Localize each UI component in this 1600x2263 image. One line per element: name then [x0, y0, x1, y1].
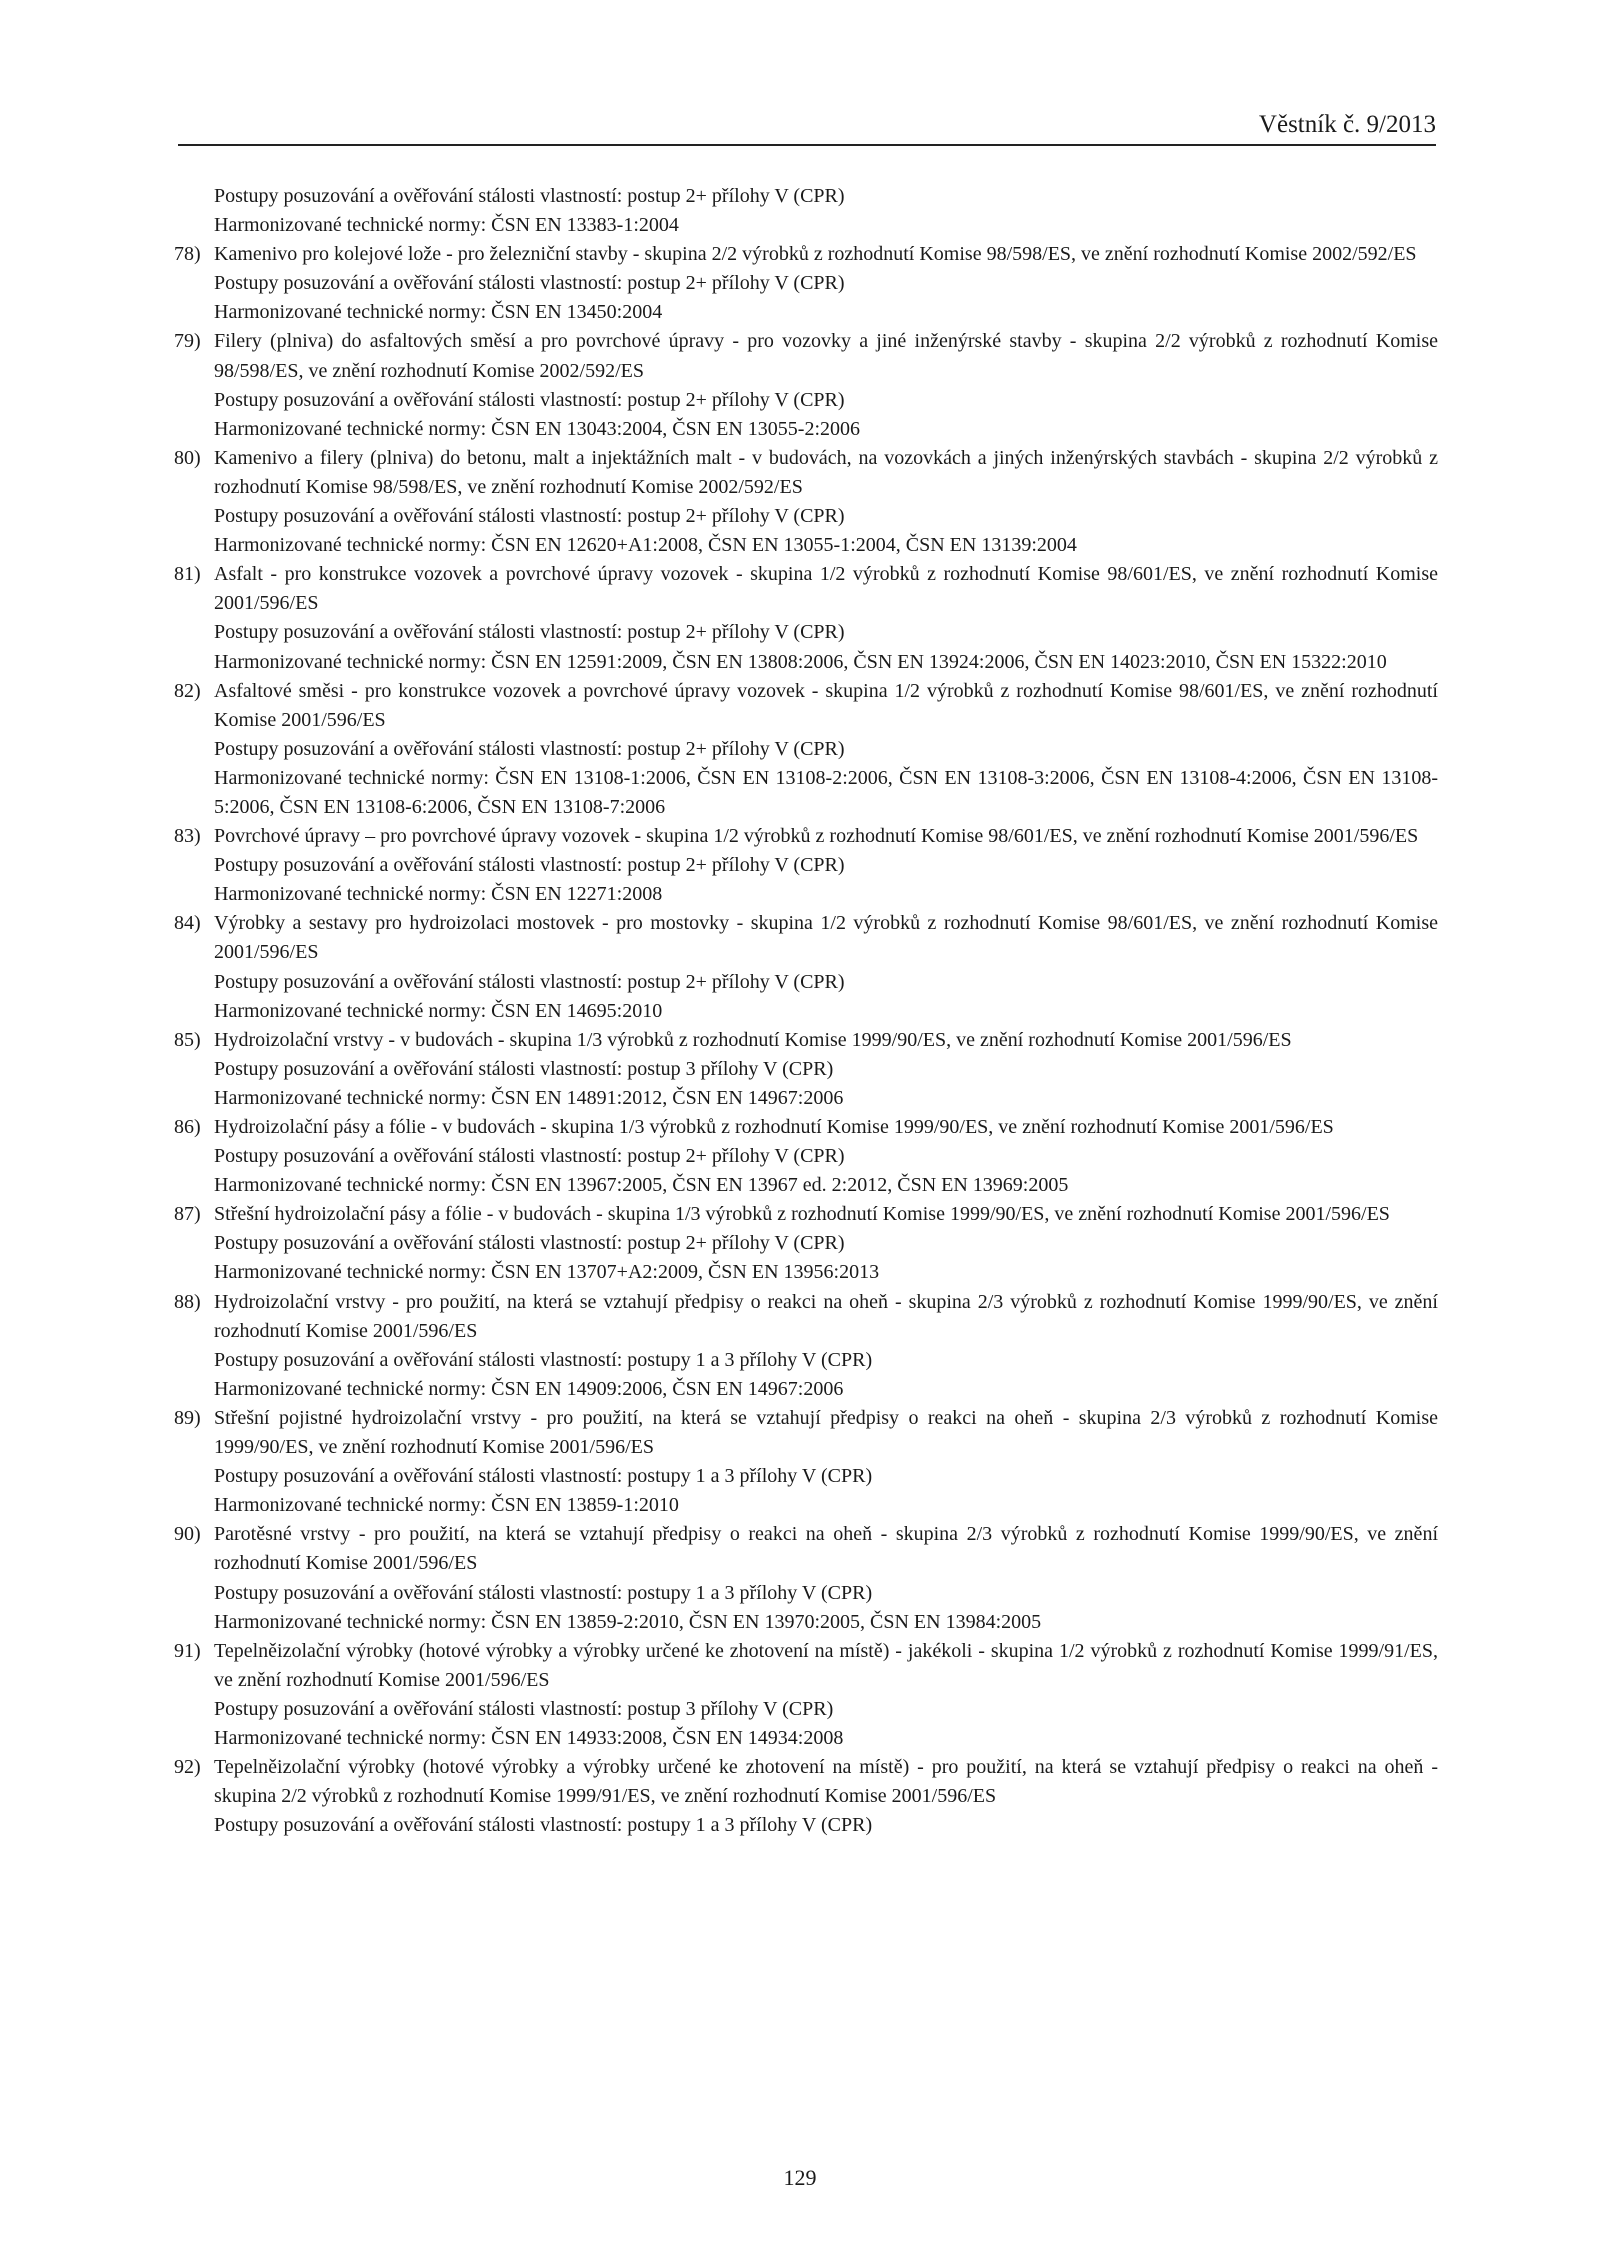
item-text: Kamenivo pro kolejové lože - pro železniční stavby - skupina 2/2 výrobků z rozhodnutí Komise 98/598/ES, ve znění rozhodnutí Komise 2002/592/ES: [214, 243, 1417, 266]
item-body: [214, 1113, 1438, 1200]
item-number: 81): [174, 563, 201, 586]
assessment-line: Postupy posuzování a ověřování stálosti vlastností: postup 2+ přílohy V (CPR): [214, 185, 845, 207]
list-item: [174, 1113, 1438, 1200]
item-number: 86): [174, 1116, 201, 1138]
assessment-line: Postupy posuzování a ověřování stálosti vlastností: postup 2+ přílohy V (CPR): [214, 970, 845, 993]
item-text: Výrobky a sestavy pro hydroizolaci mostovek - pro mostovky - skupina 1/2 výrobků z rozhodnutí Komise 98/601/ES, ve znění rozhodnutí Komise 2001/596/ES: [214, 912, 1438, 964]
standards-line: Harmonizované technické normy: ČSN EN 13859-1:2010: [214, 1494, 679, 1517]
item-text: Hydroizolační pásy a fólie - v budovách - skupina 1/3 výrobků z rozhodnutí Komise 1999/90/ES, ve znění rozhodnutí Komise 2001/596/ES: [214, 1116, 1334, 1138]
item-body: [214, 1288, 1438, 1404]
item-body: [214, 1404, 1438, 1520]
item-number: 91): [174, 1639, 201, 1662]
item-text: Střešní hydroizolační pásy a fólie - v budovách - skupina 1/3 výrobků z rozhodnutí Komise 1999/90/ES, ve znění rozhodnutí Komise 2001/596/ES: [214, 1203, 1390, 1226]
item-number: 90): [174, 1523, 201, 1546]
standards-line: Harmonizované technické normy: ČSN EN 12591:2009, ČSN EN 13808:2006, ČSN EN 13924:2006, ČSN EN 14023:2010, ČSN EN 15322:2010: [214, 650, 1387, 673]
item-body: [214, 1200, 1438, 1287]
item-body: [214, 560, 1438, 676]
journal-title: Věstník č. 9/2013: [1258, 111, 1436, 138]
list-item: [174, 909, 1438, 1025]
page-number: 129: [783, 2165, 817, 2190]
list-item: [174, 560, 1438, 676]
item-body: [214, 327, 1438, 443]
standards-line: Harmonizované technické normy: ČSN EN 13707+A2:2009, ČSN EN 13956:2013: [214, 1261, 880, 1284]
list-item: [174, 1520, 1438, 1636]
standards-line: Harmonizované technické normy: ČSN EN 13859-2:2010, ČSN EN 13970:2005, ČSN EN 13984:2005: [214, 1610, 1042, 1633]
assessment-line: Postupy posuzování a ověřování stálosti vlastností: postup 3 přílohy V (CPR): [214, 1697, 834, 1720]
list-item: [174, 1753, 1438, 1840]
standards-line: Harmonizované technické normy: ČSN EN 14891:2012, ČSN EN 14967:2006: [214, 1086, 844, 1109]
list-item: [174, 822, 1438, 909]
item-body: [214, 1026, 1438, 1113]
page-header: [178, 108, 1436, 146]
assessment-line: Postupy posuzování a ověřování stálosti vlastností: postup 2+ přílohy V (CPR): [214, 388, 845, 411]
item-body: [214, 909, 1438, 1025]
item-number: 79): [174, 330, 201, 353]
list-item: [174, 327, 1438, 443]
numbered-list: [174, 240, 1438, 1840]
assessment-line: Postupy posuzování a ověřování stálosti vlastností: postupy 1 a 3 přílohy V (CPR): [214, 1465, 873, 1488]
document-body: [174, 182, 1438, 1840]
item-text: Střešní pojistné hydroizolační vrstvy - pro použití, na která se vztahují předpisy o reakci na oheň - skupina 2/3 výrobků z rozhodnutí Komise 1999/90/ES, ve znění rozhodnutí Komise 2001/596/ES: [214, 1406, 1438, 1459]
item-number: 87): [174, 1203, 201, 1226]
item-number: 82): [174, 679, 201, 702]
item-body: [214, 1753, 1438, 1840]
item-text: Tepelněizolační výrobky (hotové výrobky a výrobky určené ke zhotovení na místě) - pro použití, na která se vztahují předpisy o reakci na oheň - skupina 2/2 výrobků z rozhodnutí Komise 1999/91/ES, ve znění rozhodnutí Komise 2001/596/ES: [214, 1756, 1438, 1808]
standards-line: Harmonizované technické normy: ČSN EN 13383-1:2004: [214, 214, 679, 237]
item-number: 83): [174, 825, 201, 848]
item-body: [214, 1637, 1438, 1753]
assessment-line: Postupy posuzování a ověřování stálosti vlastností: postup 2+ přílohy V (CPR): [214, 621, 845, 644]
item-number: 89): [174, 1406, 201, 1429]
continued-entry: [174, 182, 1438, 240]
item-text: Asfaltové směsi - pro konstrukce vozovek a povrchové úpravy vozovek - skupina 1/2 výrobků z rozhodnutí Komise 98/601/ES, ve znění rozhodnutí Komise 2001/596/ES: [214, 679, 1438, 731]
list-item: [174, 1404, 1438, 1520]
standards-line: Harmonizované technické normy: ČSN EN 13450:2004: [214, 301, 663, 324]
list-item: [174, 1200, 1438, 1287]
item-body: [214, 677, 1438, 822]
assessment-line: Postupy posuzování a ověřování stálosti vlastností: postup 2+ přílohy V (CPR): [214, 1145, 845, 1168]
page-footer: [0, 2165, 1600, 2191]
item-body: [214, 240, 1438, 327]
list-item: [174, 1288, 1438, 1404]
item-text: Tepelněizolační výrobky (hotové výrobky a výrobky určené ke zhotovení na místě) - jakékoli - skupina 1/2 výrobků z rozhodnutí Komise 1999/91/ES, ve znění rozhodnutí Komise 2001/596/ES: [214, 1639, 1438, 1691]
list-item: [174, 1026, 1438, 1113]
item-text: Hydroizolační vrstvy - v budovách - skupina 1/3 výrobků z rozhodnutí Komise 1999/90/ES, ve znění rozhodnutí Komise 2001/596/ES: [214, 1028, 1292, 1051]
list-item: [174, 677, 1438, 822]
assessment-line: Postupy posuzování a ověřování stálosti vlastností: postup 2+ přílohy V (CPR): [214, 505, 845, 528]
standards-line: Harmonizované technické normy: ČSN EN 13967:2005, ČSN EN 13967 ed. 2:2012, ČSN EN 13969:2005: [214, 1174, 1069, 1197]
standards-line: Harmonizované technické normy: ČSN EN 13108-1:2006, ČSN EN 13108-2:2006, ČSN EN 13108-3:2006, ČSN EN 13108-4:2006, ČSN EN 13108-5:2006, ČSN EN 13108-6:2006, ČSN EN 13108-7:2006: [214, 766, 1438, 818]
assessment-line: Postupy posuzování a ověřování stálosti vlastností: postup 3 přílohy V (CPR): [214, 1057, 834, 1080]
item-text: Hydroizolační vrstvy - pro použití, na která se vztahují předpisy o reakci na oheň - skupina 2/3 výrobků z rozhodnutí Komise 1999/90/ES, ve znění rozhodnutí Komise 2001/596/ES: [214, 1290, 1438, 1342]
assessment-line: Postupy posuzování a ověřování stálosti vlastností: postup 2+ přílohy V (CPR): [214, 854, 845, 877]
item-number: 84): [174, 912, 201, 935]
item-body: [214, 444, 1438, 560]
assessment-line: Postupy posuzování a ověřování stálosti vlastností: postup 2+ přílohy V (CPR): [214, 272, 845, 295]
assessment-line: Postupy posuzování a ověřování stálosti vlastností: postup 2+ přílohy V (CPR): [214, 737, 845, 760]
item-number: 92): [174, 1756, 201, 1779]
item-number: 88): [174, 1290, 201, 1313]
standards-line: Harmonizované technické normy: ČSN EN 12620+A1:2008, ČSN EN 13055-1:2004, ČSN EN 13139:2004: [214, 534, 1077, 557]
standards-line: Harmonizované technické normy: ČSN EN 14695:2010: [214, 999, 663, 1022]
standards-line: Harmonizované technické normy: ČSN EN 12271:2008: [214, 883, 663, 906]
assessment-line: Postupy posuzování a ověřování stálosti vlastností: postupy 1 a 3 přílohy V (CPR): [214, 1581, 873, 1604]
item-text: Asfalt - pro konstrukce vozovek a povrchové úpravy vozovek - skupina 1/2 výrobků z rozhodnutí Komise 98/601/ES, ve znění rozhodnutí Komise 2001/596/ES: [214, 563, 1438, 615]
item-text: Parotěsné vrstvy - pro použití, na která se vztahují předpisy o reakci na oheň - skupina 2/3 výrobků z rozhodnutí Komise 1999/90/ES, ve znění rozhodnutí Komise 2001/596/ES: [214, 1523, 1438, 1575]
list-item: [174, 1637, 1438, 1753]
standards-line: Harmonizované technické normy: ČSN EN 14933:2008, ČSN EN 14934:2008: [214, 1726, 844, 1749]
list-item: [174, 444, 1438, 560]
assessment-line: Postupy posuzování a ověřování stálosti vlastností: postup 2+ přílohy V (CPR): [214, 1232, 845, 1255]
list-item: [174, 240, 1438, 327]
item-number: 78): [174, 243, 201, 266]
item-body: [214, 1520, 1438, 1636]
assessment-line: Postupy posuzování a ověřování stálosti vlastností: postupy 1 a 3 přílohy V (CPR): [214, 1348, 873, 1371]
assessment-line: Postupy posuzování a ověřování stálosti vlastností: postupy 1 a 3 přílohy V (CPR): [214, 1814, 873, 1837]
item-number: 80): [174, 446, 201, 469]
item-text: Kamenivo a filery (plniva) do betonu, malt a injektážních malt - v budovách, na vozovkách a jiných inženýrských stavbách - skupina 2/2 výrobků z rozhodnutí Komise 98/598/ES, ve znění rozhodnutí Komise 2002/592/ES: [214, 446, 1438, 498]
item-body: [214, 822, 1438, 909]
item-text: Povrchové úpravy – pro povrchové úpravy vozovek - skupina 1/2 výrobků z rozhodnutí Komise 98/601/ES, ve znění rozhodnutí Komise 2001/596/ES: [214, 825, 1419, 848]
standards-line: Harmonizované technické normy: ČSN EN 14909:2006, ČSN EN 14967:2006: [214, 1377, 844, 1400]
item-text: Filery (plniva) do asfaltových směsí a pro povrchové úpravy - pro vozovky a jiné inženýrské stavby - skupina 2/2 výrobků z rozhodnutí Komise 98/598/ES, ve znění rozhodnutí Komise 2002/592/ES: [214, 330, 1438, 382]
standards-line: Harmonizované technické normy: ČSN EN 13043:2004, ČSN EN 13055-2:2006: [214, 417, 861, 440]
item-number: 85): [174, 1028, 201, 1051]
